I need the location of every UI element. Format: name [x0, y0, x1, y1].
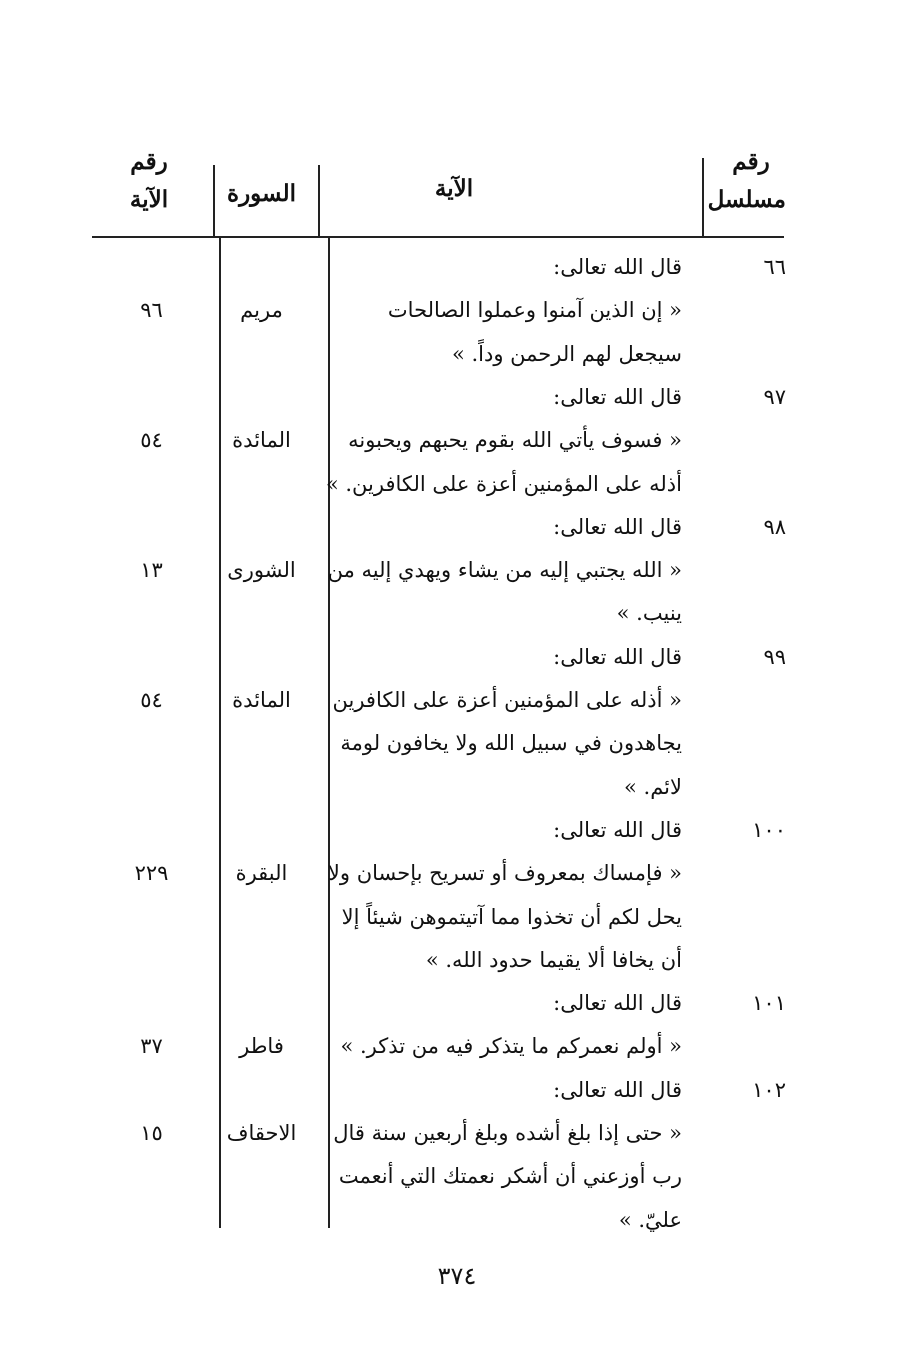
entry-verse-number: ٣٧ [140, 1034, 163, 1059]
page-number: ٣٧٤ [437, 1262, 477, 1290]
verse-line: قال الله تعالى: [553, 991, 682, 1016]
header-verse-number-label: رقم الآية [129, 148, 169, 213]
verse-line: « الله يجتبي إليه من يشاء ويهدي إليه من [327, 558, 682, 583]
entry-verse-number: ٥٤ [140, 428, 163, 453]
header-serial-label: رقم مسلسل [707, 148, 786, 213]
entry-sura: المائدة [232, 688, 291, 712]
verse-line: رب أوزعني أن أشكر نعمتك التي أنعمت [338, 1164, 682, 1189]
entry-serial: ٩٧ [763, 384, 786, 409]
entry-verse-number: ١٥ [140, 1121, 163, 1145]
verse-line: عليّ. » [618, 1207, 682, 1232]
entry-serial: ١٠٠ [752, 817, 786, 842]
verse-line: « إن الذين آمنوا وعملوا الصالحات [387, 298, 682, 323]
entry-sura: مريم [240, 298, 283, 323]
entry-sura: البقرة [235, 861, 288, 886]
verse-line: قال الله تعالى: [553, 384, 682, 409]
verse-line: « أولم نعمركم ما يتذكر فيه من تذكر. » [340, 1034, 682, 1059]
header-rule [92, 236, 784, 238]
entry-sura: المائدة [232, 428, 291, 453]
verse-line: لائم. » [624, 774, 682, 799]
verse-line: يحل لكم أن تخذوا مما آتيتموهن شيئاً إلا [341, 904, 682, 929]
entry-verse-number: ١٣ [140, 558, 163, 583]
verse-line: قال الله تعالى: [553, 255, 682, 279]
column-rule-sura [213, 165, 215, 238]
verse-line: أن يخافا ألا يقيما حدود الله. » [425, 947, 682, 972]
entry-verse-number: ٩٦ [140, 298, 163, 323]
entry-verse-number: ٥٤ [140, 688, 163, 712]
entry-sura: الاحقاف [226, 1121, 297, 1145]
verse-line: قال الله تعالى: [553, 514, 682, 539]
entry-sura: فاطر [239, 1034, 284, 1059]
verse-line: قال الله تعالى: [553, 817, 682, 842]
verse-line: « أذله على المؤمنين أعزة على الكافرين [332, 688, 682, 712]
verse-line: قال الله تعالى: [553, 644, 682, 669]
verse-line: « فسوف يأتي الله بقوم يحبهم ويحبونه [348, 428, 682, 453]
body-rule-sura [219, 236, 221, 1228]
header-verse-label: الآية [434, 175, 474, 202]
verse-line: « فإمساك بمعروف أو تسريح بإحسان ولا [327, 861, 682, 886]
column-rule-verse [318, 165, 320, 238]
entry-serial: ١٠٢ [752, 1077, 786, 1102]
verse-line: « حتى إذا بلغ أشده وبلغ أربعين سنة قال [333, 1121, 682, 1145]
entry-serial: ٦٦ [763, 255, 786, 279]
entry-sura: الشورى [227, 558, 296, 583]
verse-line: سيجعل لهم الرحمن وداً. » [451, 341, 682, 366]
entry-serial: ٩٩ [763, 644, 786, 669]
entry-verse-number: ٢٢٩ [134, 861, 169, 886]
verse-line: أذله على المؤمنين أعزة على الكافرين. » [325, 471, 682, 496]
verse-line: ينيب. » [616, 601, 682, 626]
entry-serial: ١٠١ [752, 991, 786, 1016]
verse-line: قال الله تعالى: [553, 1077, 682, 1102]
entry-serial: ٩٨ [763, 514, 786, 539]
header-sura-label: السورة [227, 180, 296, 207]
column-rule-serial [702, 158, 704, 238]
verse-line: يجاهدون في سبيل الله ولا يخافون لومة [340, 731, 682, 756]
